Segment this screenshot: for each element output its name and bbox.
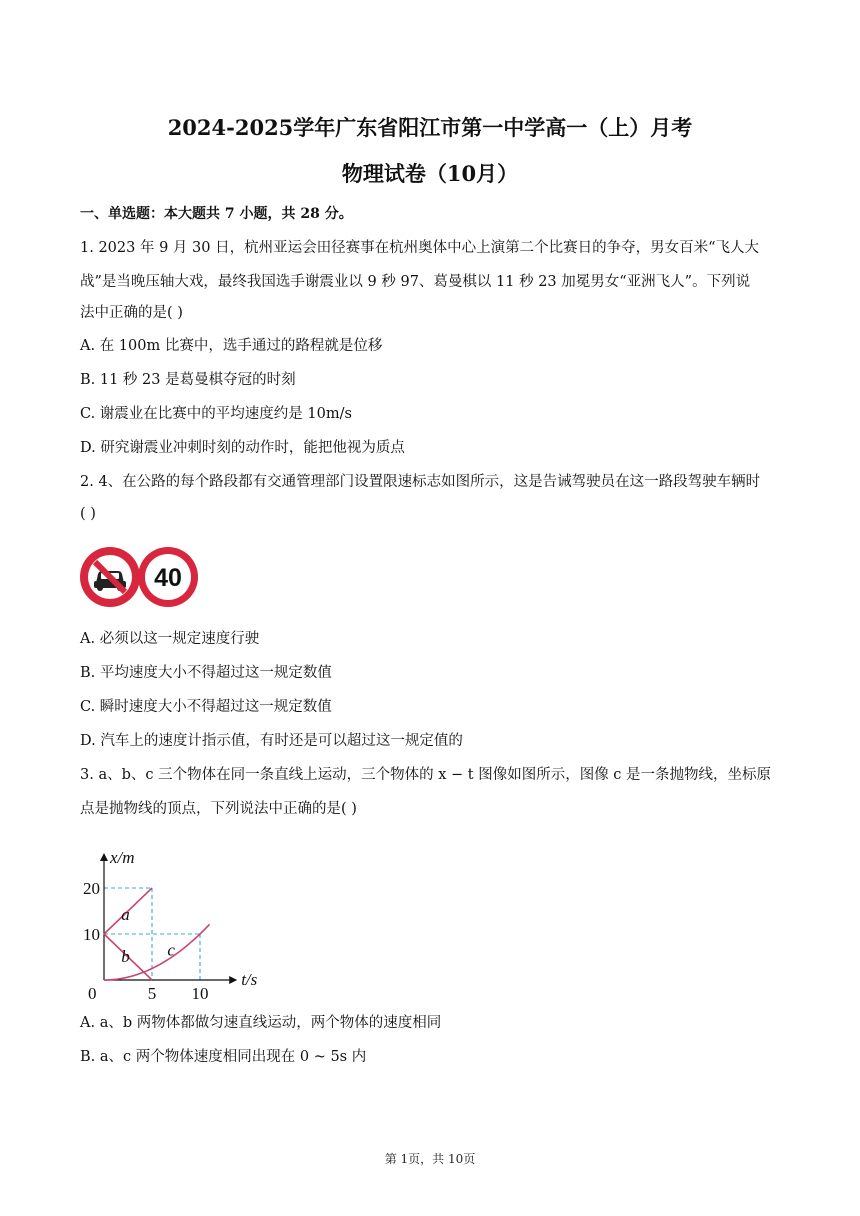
q1-option-a: A. 在 100m 比赛中，选手通过的路程就是位移 — [80, 338, 383, 354]
section-heading: 一、单选题：本大题共 7 小题，共 28 分。 — [80, 206, 353, 222]
q2-option-a: A. 必须以这一规定速度行驶 — [80, 631, 260, 647]
q3-stem-line2: 点是抛物线的顶点，下列说法中正确的是( ) — [80, 801, 357, 817]
speed-limit-40-sign — [138, 547, 198, 607]
q1-stem-line2: 战”是当晚压轴大戏，最终我国选手谢震业以 9 秒 97、葛曼棋以 11 秒 23 加冕男女“亚洲飞人”。下列说 — [80, 274, 751, 290]
page-footer: 第 1页，共 10页 — [384, 1152, 476, 1166]
q1-option-b: B. 11 秒 23 是葛曼棋夺冠的时刻 — [80, 372, 296, 388]
series-label-c: c — [167, 940, 175, 960]
q3-option-a: A. a、b 两物体都做匀速直线运动，两个物体的速度相同 — [80, 1015, 442, 1031]
no-overtaking-sign — [80, 547, 140, 607]
q1-stem-line1: 1. 2023 年 9 月 30 日，杭州亚运会田径赛事在杭州奥体中心上演第二个比赛日的争夺，男女百米“飞人大 — [80, 240, 759, 256]
series-line-c — [104, 924, 210, 980]
q2-option-d: D. 汽车上的速度计指示值，有时还是可以超过这一规定值的 — [80, 733, 463, 749]
q2-option-b: B. 平均速度大小不得超过这一规定数值 — [80, 665, 332, 681]
y-tick-label: 20 — [83, 879, 100, 898]
series-label-b: b — [121, 947, 130, 967]
speed-limit-sign-figure — [78, 541, 200, 613]
q3-option-b: B. a、c 两个物体速度相同出现在 0 ~ 5s 内 — [80, 1049, 367, 1065]
graph-guide-lines — [104, 888, 200, 980]
exam-title: 2024-2025学年广东省阳江市第一中学高一（上）月考 — [167, 115, 693, 140]
x-axis-label: t/s — [241, 970, 258, 989]
q1-option-d: D. 研究谢震业冲刺时刻的动作时，能把他视为质点 — [80, 440, 405, 456]
x-tick-label: 10 — [191, 984, 209, 1000]
x-tick-label: 5 — [147, 984, 157, 1000]
graph-tick-labels — [83, 879, 209, 1000]
series-label-a: a — [121, 905, 130, 925]
y-axis-arrow — [100, 853, 108, 861]
x-axis-arrow — [229, 976, 237, 984]
q1-stem-line3: 法中正确的是( ) — [80, 305, 183, 321]
x-t-graph — [74, 822, 364, 1000]
speed-limit-value: 40 — [154, 564, 182, 592]
q3-stem-line1: 3. a、b、c 三个物体在同一条直线上运动，三个物体的 x − t 图像如图所示，图像 c 是一条抛物线，坐标原 — [80, 767, 772, 783]
y-axis-label: x/m — [110, 848, 135, 867]
q2-stem-line1: 2. 4、在公路的每个路段都有交通管理部门设置限速标志如图所示，这是告诫驾驶员在这一路段驾驶车辆时 — [80, 474, 761, 490]
y-tick-label: 10 — [83, 925, 100, 944]
x-tick-label: 0 — [88, 984, 97, 1000]
q2-option-c: C. 瞬时速度大小不得超过这一规定数值 — [80, 699, 332, 715]
exam-subtitle: 物理试卷（10月） — [341, 161, 519, 186]
q2-stem-line2: ( ) — [80, 506, 96, 522]
q1-option-c: C. 谢震业在比赛中的平均速度约是 10m/s — [80, 406, 352, 422]
